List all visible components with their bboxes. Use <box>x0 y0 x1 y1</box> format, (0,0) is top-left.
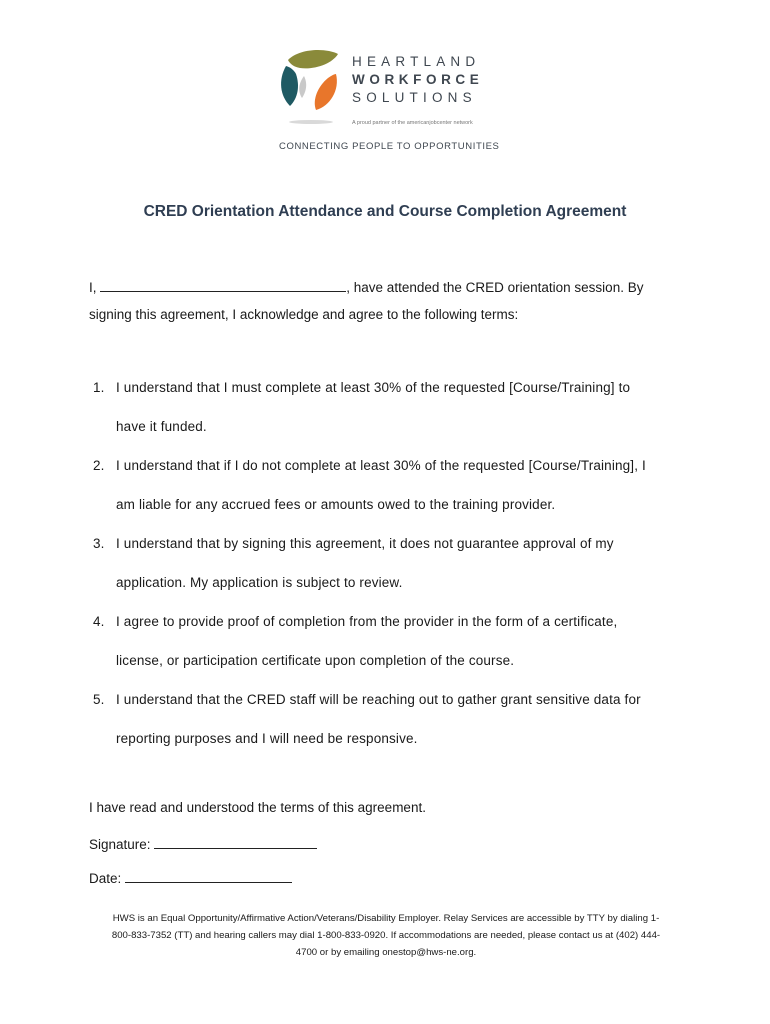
signature-blank[interactable] <box>154 847 317 849</box>
tagline: CONNECTING PEOPLE TO OPPORTUNITIES <box>279 141 500 152</box>
term-item-5 <box>89 680 689 758</box>
footer-line: HWS is an Equal Opportunity/Affirmative Action/Veterans/Disability Employer. Relay Services are accessible by TTY by dialing 1- <box>112 913 660 924</box>
term-number: 4. <box>93 614 105 629</box>
term-number: 2. <box>93 458 105 473</box>
intro-line2: signing this agreement, I acknowledge and agree to the following terms: <box>89 307 519 322</box>
hws-logo-mark-icon <box>278 46 344 124</box>
intro-paragraph <box>89 274 689 328</box>
term-line: I understand that if I do not complete at least 30% of the requested [Course/Training], I <box>116 458 646 473</box>
term-item-3 <box>89 524 689 602</box>
term-item-1 <box>89 368 689 446</box>
acknowledgement-text: I have read and understood the terms of this agreement. <box>89 800 426 815</box>
partner-text: A proud partner of the americanjobcenter network <box>352 120 473 126</box>
name-blank[interactable] <box>100 290 346 292</box>
footer-line: 800-833-7352 (TT) and hearing callers may dial 1-800-833-0920. If accommodations are needed, please contact us at (402) 444- <box>111 930 661 941</box>
term-number: 1. <box>93 380 105 395</box>
brand-heartland: HEARTLAND <box>352 54 481 69</box>
document-title: CRED Orientation Attendance and Course Completion Agreement <box>143 203 627 220</box>
term-line: I understand that by signing this agreement, it does not guarantee approval of my <box>116 536 614 551</box>
brand-solutions: SOLUTIONS <box>352 90 477 105</box>
term-number: 3. <box>93 536 105 551</box>
date-row <box>89 871 292 886</box>
intro-suffix: , have attended the CRED orientation session. By <box>346 280 644 295</box>
term-line: reporting purposes and I will need be responsive. <box>116 731 418 746</box>
term-line: I agree to provide proof of completion from the provider in the form of a certificate, <box>116 614 618 629</box>
hws-logo <box>278 46 508 156</box>
terms-list <box>89 368 689 758</box>
term-line: I understand that the CRED staff will be reaching out to gather grant sensitive data for <box>116 692 641 707</box>
term-line: am liable for any accrued fees or amounts owed to the training provider. <box>116 497 556 512</box>
term-line: have it funded. <box>116 419 207 434</box>
term-line: application. My application is subject to review. <box>116 575 403 590</box>
signature-label: Signature: <box>89 837 151 852</box>
term-item-2 <box>89 446 689 524</box>
intro-prefix: I, <box>89 280 97 295</box>
date-blank[interactable] <box>125 881 292 883</box>
date-label: Date: <box>89 871 122 886</box>
term-item-4 <box>89 602 689 680</box>
term-line: I understand that I must complete at least 30% of the requested [Course/Training] to <box>116 380 631 395</box>
term-number: 5. <box>93 692 105 707</box>
signature-row <box>89 837 317 852</box>
term-line: license, or participation certificate upon completion of the course. <box>116 653 515 668</box>
brand-workforce: WORKFORCE <box>352 72 484 87</box>
footer-line: 4700 or by emailing onestop@hws-ne.org. <box>295 947 477 958</box>
footer-notice <box>86 910 686 961</box>
